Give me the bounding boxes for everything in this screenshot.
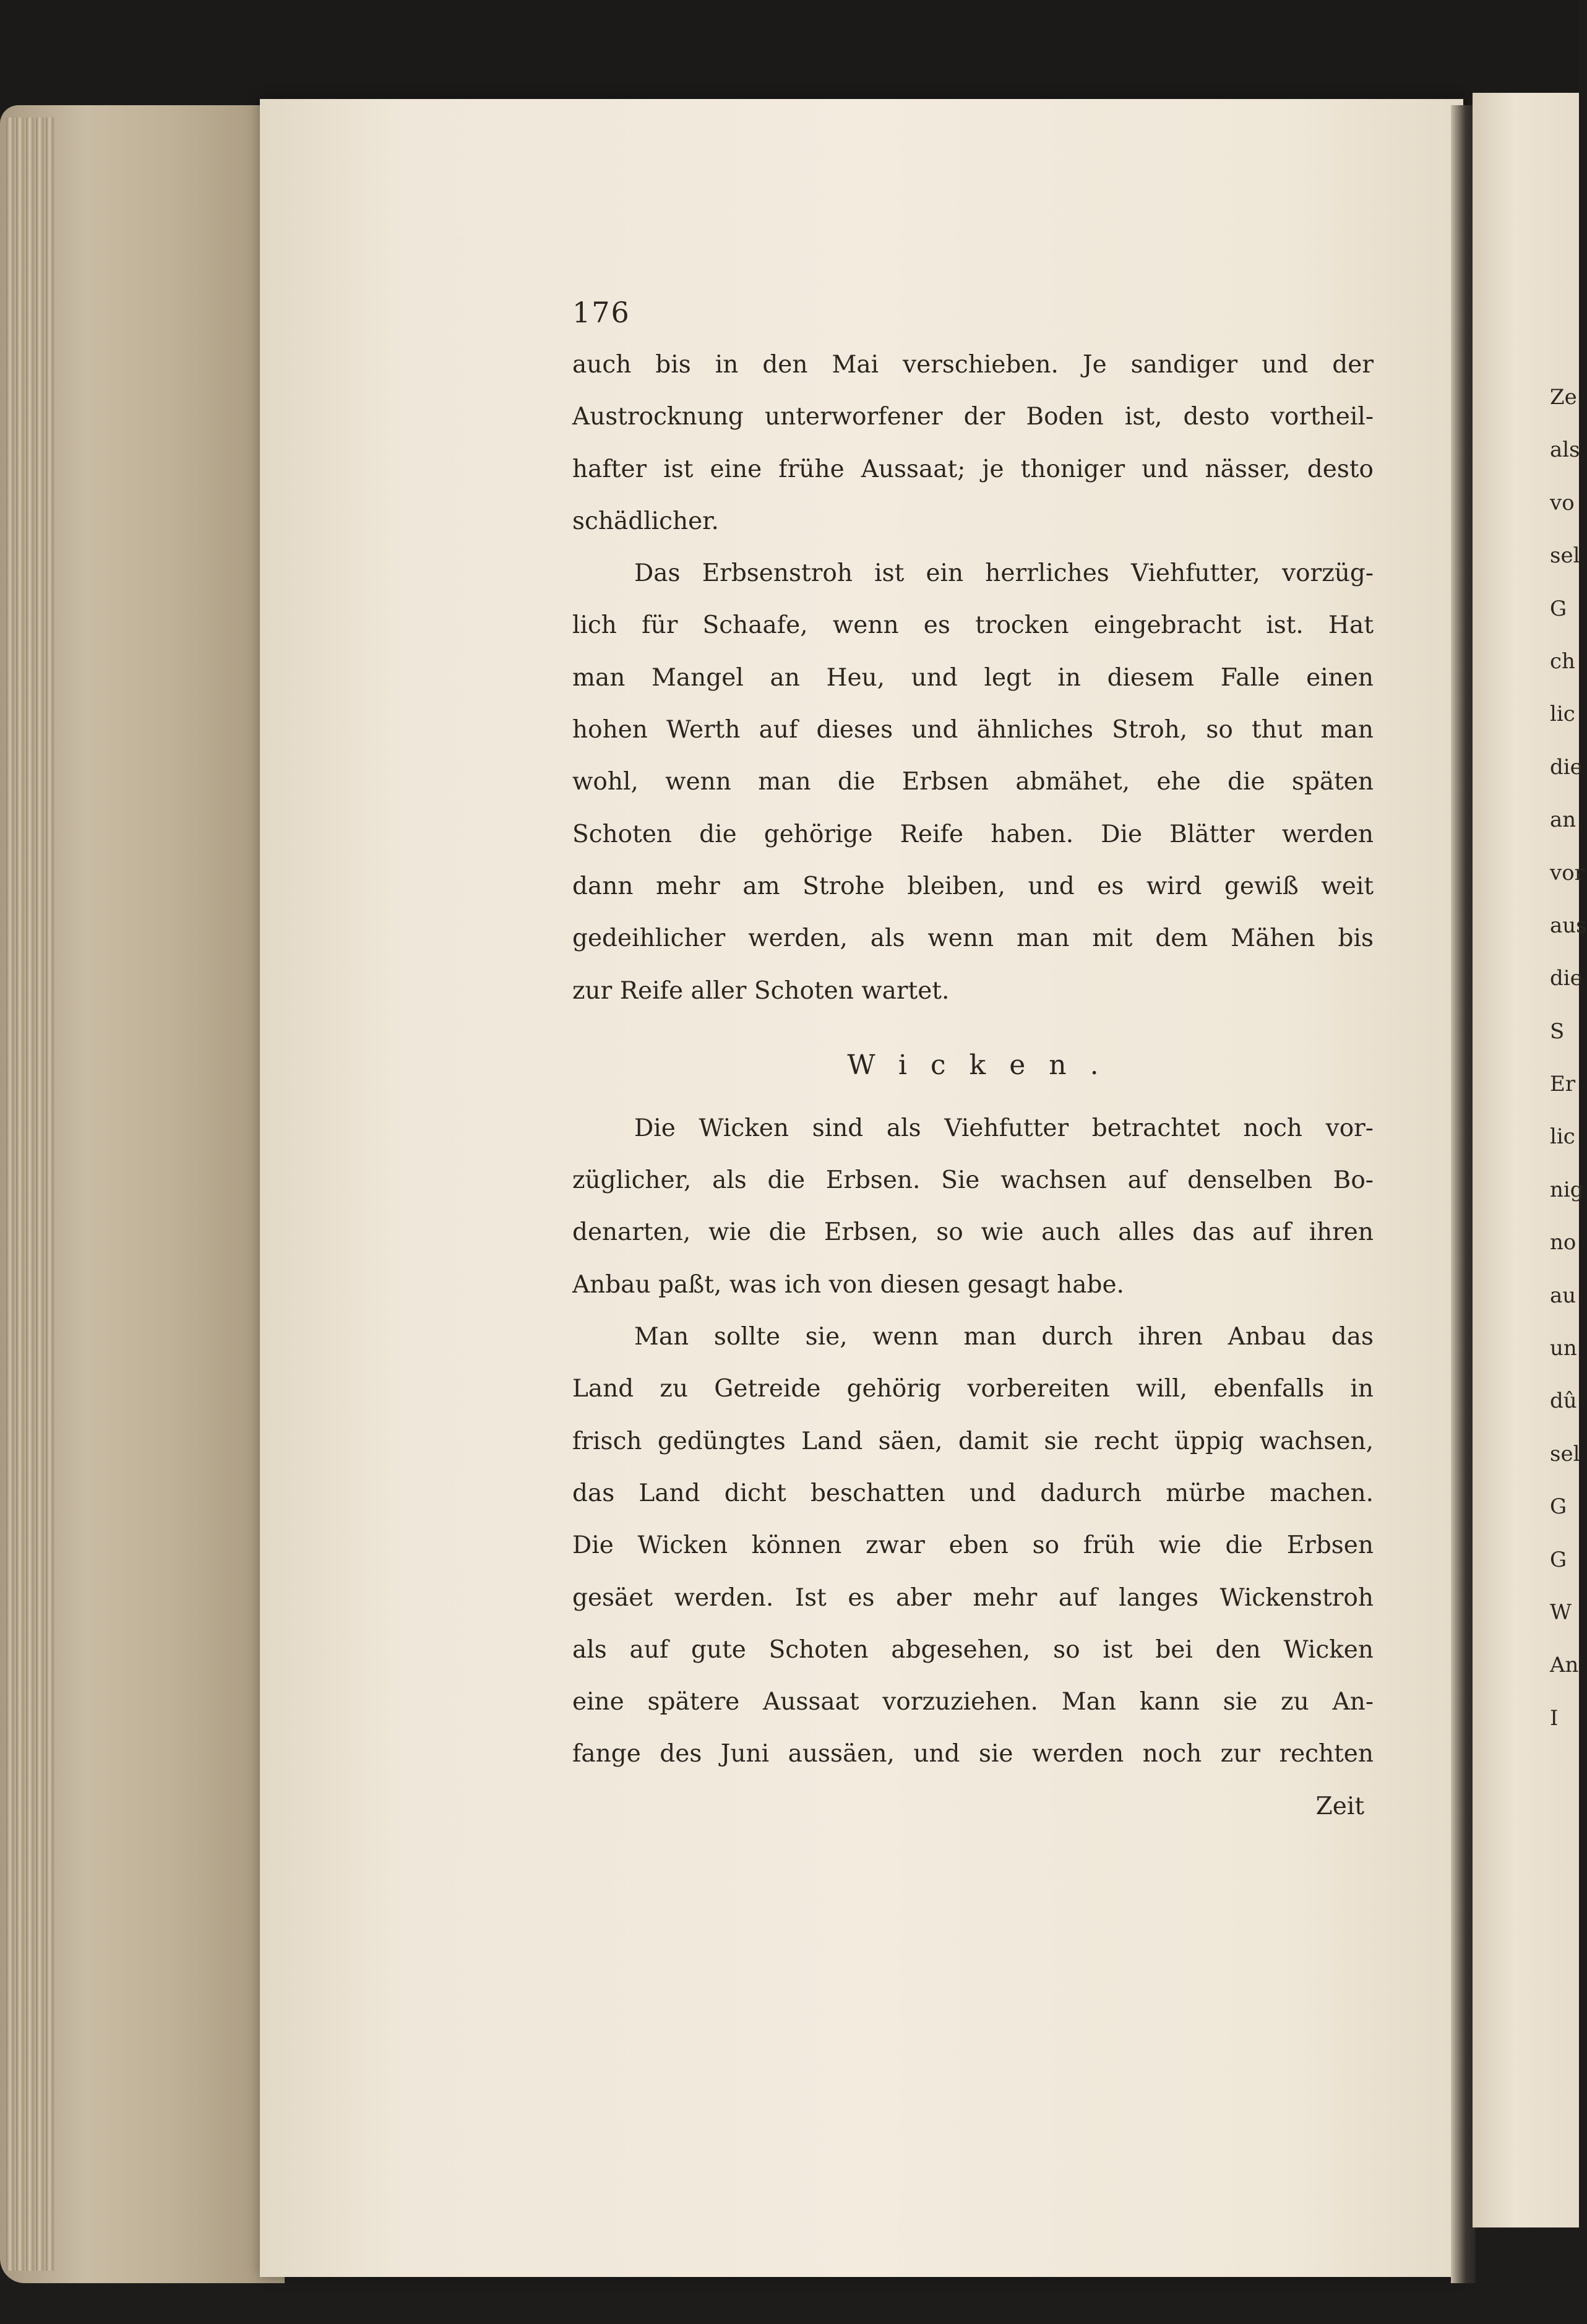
text-line: wohl, wenn man die Erbsen abmähet, ehe die späten [572,768,1374,796]
fragment: vo [1550,490,1575,515]
page-number: 176 [572,296,630,329]
fragment: nig [1550,1177,1584,1202]
text-line: Anbau paßt, was ich von diesen gesagt habe. [572,1270,1124,1299]
text-line: Die Wicken sind als Viehfutter betrachtet noch vor- [634,1114,1374,1142]
fragment: Er [1550,1072,1576,1097]
book-gutter [1451,105,1476,2283]
fragment: vor [1550,860,1585,885]
text-line: denarten, wie die Erbsen, so wie auch alles das auf ihren [572,1218,1374,1247]
fragment: sel [1550,543,1580,569]
text-line: lich für Schaafe, wenn es trocken eingebracht ist. Hat [572,611,1374,640]
fragment: die [1550,966,1583,991]
fragment: G [1550,596,1567,621]
book-page-edges [0,105,285,2283]
fragment: sel [1550,1441,1580,1466]
fragment: dû [1550,1388,1577,1414]
text-line: hafter ist eine frühe Aussaat; je thoniger und nässer, desto [572,455,1374,483]
fragment: aus [1550,913,1587,938]
text-line: das Land dicht beschatten und dadurch mürbe machen. [572,1479,1374,1507]
fragment: Ze [1550,385,1577,410]
text-line: als auf gute Schoten abgesehen, so ist bei den Wicken [572,1635,1374,1664]
fragment: G [1550,1494,1567,1520]
text-line: zur Reife aller Schoten wartet. [572,976,950,1005]
fragment: die [1550,754,1583,780]
fragment: lic [1550,702,1575,727]
fragment: W [1550,1599,1572,1625]
right-page-text-fragments [1550,371,1587,1745]
text-line: Man sollte sie, wenn man durch ihren Anbau das [634,1323,1374,1351]
text-line: schädlicher. [572,507,719,535]
fragment: An [1550,1653,1579,1678]
text-line: züglicher, als die Erbsen. Sie wachsen auf denselben Bo- [572,1166,1374,1195]
page-content [572,296,1374,1833]
fragment: lic [1550,1124,1575,1150]
paragraph-3 [572,1103,1374,1311]
text-line: Land zu Getreide gehörig vorbereiten will, ebenfalls in [572,1375,1374,1403]
text-line: hohen Werth auf dieses und ähnliches Stroh, so thut man [572,716,1374,744]
catchword: Zeit [1315,1792,1364,1820]
fragment: ch [1550,648,1575,674]
fragment: S [1550,1018,1565,1044]
paragraph-1 [572,339,1374,548]
text-line: eine spätere Aussaat vorzuziehen. Man kann sie zu An- [572,1688,1374,1716]
text-line: fange des Juni aussäen, und sie werden noch zur rechten [572,1740,1374,1768]
fragment: als [1550,437,1580,463]
text-line: auch bis in den Mai verschieben. Je sandiger und der [572,351,1374,379]
text-line: dann mehr am Strohe bleiben, und es wird gewiß weit [572,872,1374,900]
text-line: Schoten die gehörige Reife haben. Die Blätter werden [572,820,1374,848]
text-line: Die Wicken können zwar eben so früh wie die Erbsen [572,1531,1374,1560]
paragraph-4 [572,1311,1374,1781]
fragment: au [1550,1283,1576,1308]
text-line: gedeihlicher werden, als wenn man mit dem Mähen bis [572,924,1374,953]
fragment: un [1550,1336,1577,1361]
page-edge-texture [6,118,56,2271]
fragment: G [1550,1547,1567,1572]
fragment: an [1550,807,1576,833]
text-line: Austrocknung unterworfener der Boden ist, desto vortheil- [572,403,1374,431]
text-line: frisch gedüngtes Land säen, damit sie recht üppig wachsen, [572,1427,1374,1455]
text-line: Das Erbsenstroh ist ein herrliches Viehfutter, vorzüg- [634,559,1374,588]
paragraph-2 [572,548,1374,1017]
text-line: man Mangel an Heu, und legt in diesem Falle einen [572,663,1374,692]
section-heading: Wicken. [847,1049,1122,1081]
text-line: gesäet werden. Ist es aber mehr auf langes Wickenstroh [572,1583,1374,1612]
fragment: I [1550,1705,1559,1731]
fragment: no [1550,1230,1576,1255]
